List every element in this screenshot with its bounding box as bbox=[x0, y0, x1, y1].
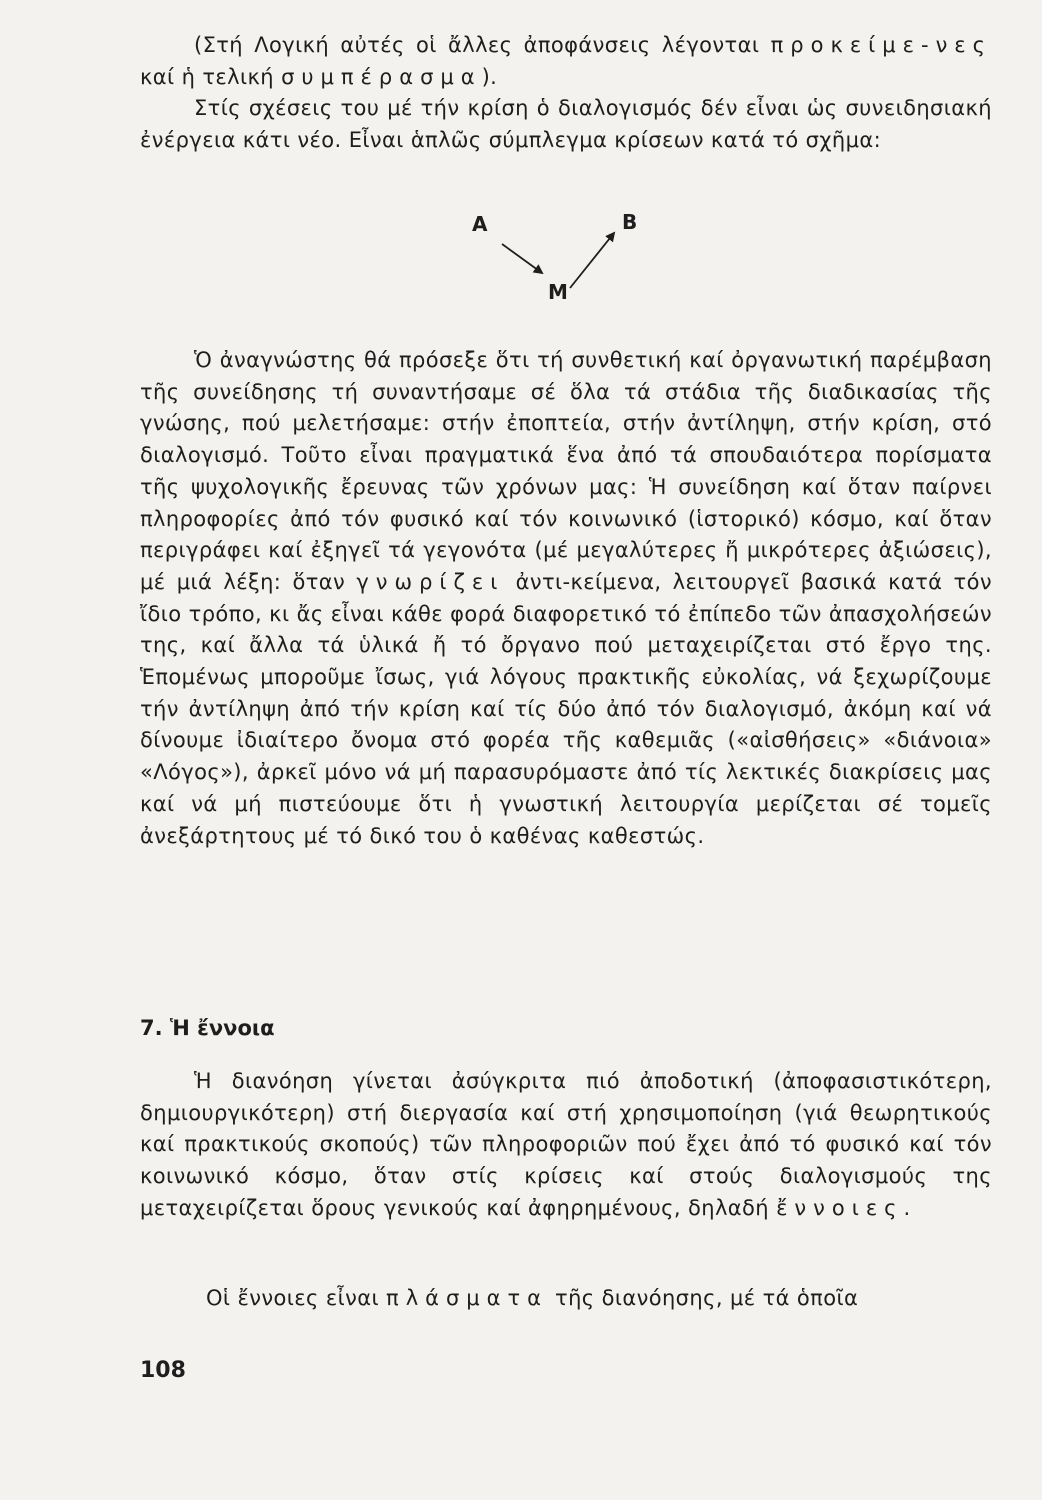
arrow-m-to-b bbox=[570, 233, 614, 288]
paragraph-concept bbox=[140, 1066, 992, 1225]
text-run: Ἡ διανόηση γίνεται ἀσύγκριτα πιό ἀποδοτική (ἀποφασιστικότερη, δημιουργικότερη) στή διεργασία καί στή χρησιμοποίηση (γιά θεωρητικούς καί πρακτικούς σκοπούς) τῶν πληροφοριῶν πού ἔχει ἀπό τό φυσικό καί τόν κοινωνικό κόσμο, ὅταν στίς κρίσεις καί στούς διαλογισμούς της μεταχειρίζεται ὅρους γενικούς καί ἀφηρημένους, δηλαδή bbox=[140, 1069, 992, 1220]
section-heading: 7. Ἡ ἔννοια bbox=[140, 1016, 275, 1040]
diagram-label-b: B bbox=[622, 210, 638, 234]
text-run: Ὁ ἀναγνώστης θά πρόσεξε ὅτι τή συνθετική καί ὀργανωτική παρέμβαση τῆς συνείδησης τή συναντήσαμε σέ ὅλα τά στάδια τῆς διαδικασίας τῆς γνώσης, πού μελετήσαμε: στήν ἐποπτεία, στήν ἀντίληψη, στήν κρίση, στό διαλογισμό. Τοῦτο εἶναι πραγματικά ἕνα ἀπό τά σπουδαιότερα πορίσματα τῆς ψυχολογικῆς ἔρευνας τῶν χρόνων μας: Ἡ συνείδηση καί ὅταν παίρνει πληροφορίες ἀπό τόν φυσικό καί τόν κοινωνικό (ἱστορικό) κόσμο, καί ὅταν περιγράφει καί ἐξηγεῖ τά γεγονότα (μέ μεγαλύτερες ἤ μικρότερες ἀξιώσεις), μέ μιά λέξη: ὅταν bbox=[140, 348, 992, 594]
text-run: καί ἡ τελική bbox=[140, 64, 282, 89]
paragraph-reasoning bbox=[140, 93, 992, 156]
text-run: τῆς διανόησης, μέ τά ὁποῖα bbox=[547, 1286, 859, 1310]
spaced-term: συμπέρασμα bbox=[281, 64, 482, 89]
diagram-label-a: A bbox=[472, 212, 488, 236]
text-run: ἀντι-κείμενα, λειτουργεῖ βασικά κατά τόν ἴδιο τρόπο, κι ἄς εἶναι κάθε φορά διαφορετικό τό ἐπίπεδο τῶν ἀπασχολήσεών της, καί ἄλλα τά ὑλικά ἤ τό ὄργανο πού μεταχειρίζεται στό ἔργο της. Ἑπομένως μποροῦμε ἴσως, γιά λόγους πρακτικῆς εὐκολίας, νά ξεχωρίζουμε τήν ἀντίληψη ἀπό τήν κρίση καί τίς δύο ἀπό τόν διαλογισμό, ἀκόμη καί νά δίνουμε ἰδιαίτερο ὄνομα στό φορέα τῆς καθεμιᾶς («αἰσθήσεις» «διάνοια» «Λόγος»), ἀρκεῖ μόνο νά μή παρασυρόμαστε ἀπό τίς λεκτικές διακρίσεις μας καί νά μή πιστεύουμε ὅτι ἡ γνωστική λειτουργία μερίζεται σέ τομεῖς ἀνεξάρτητους μέ τό δικό του ὁ καθένας καθεστώς. bbox=[140, 569, 992, 848]
spaced-term: γνωρίζει bbox=[356, 569, 505, 594]
paragraph-premises bbox=[140, 30, 992, 93]
paragraph-synthesis bbox=[140, 345, 992, 852]
text-run: ). bbox=[481, 64, 498, 89]
spaced-term: νες bbox=[935, 33, 992, 57]
spaced-term: πλάσματα bbox=[386, 1286, 548, 1310]
text-run: (Στή Λογική αὐτές οἱ ἄλλες ἀποφάνσεις λέγονται bbox=[194, 33, 771, 57]
spaced-term: προκείμε- bbox=[770, 33, 936, 57]
text-run: Οἱ ἔννοιες εἶναι bbox=[206, 1286, 387, 1310]
diagram-label-m: M bbox=[548, 280, 568, 304]
arrow-a-to-m bbox=[502, 244, 542, 273]
paragraph-concepts-fictions bbox=[140, 1283, 992, 1315]
judgment-scheme-diagram bbox=[460, 200, 660, 310]
spaced-term: ἔννοιες bbox=[776, 1195, 904, 1220]
page-number: 108 bbox=[140, 1358, 186, 1383]
text-run: . bbox=[903, 1195, 911, 1220]
text-run: Στίς σχέσεις του μέ τήν κρίση ὁ διαλογισμός δέν εἶναι ὡς συνειδησιακή ἐνέργεια κάτι νέο. Εἶναι ἁπλῶς σύμπλεγμα κρίσεων κατά τό σχῆμα: bbox=[140, 96, 992, 152]
